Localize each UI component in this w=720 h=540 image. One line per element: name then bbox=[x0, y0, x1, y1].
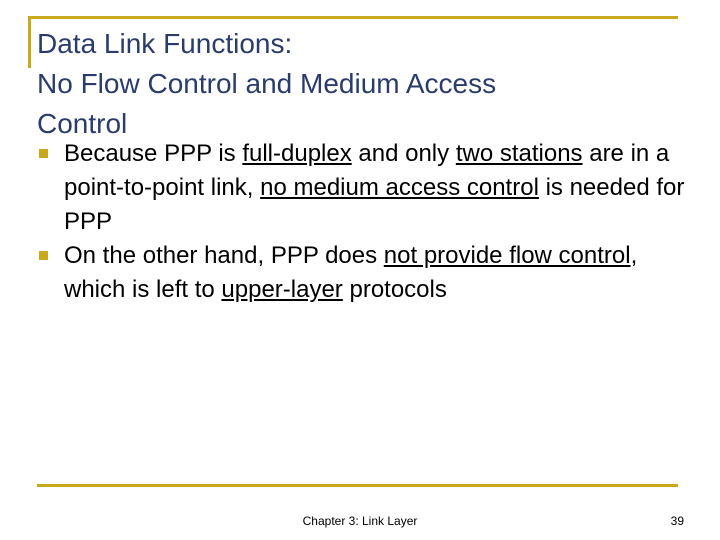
bullet-1-underlined-3: no medium access control bbox=[260, 174, 539, 201]
bullet-1-text-3: are in a point-to-point link, bbox=[64, 140, 670, 201]
bullet-2-text-3: protocols bbox=[342, 276, 447, 303]
bullet-2-underlined-2: upper-layer bbox=[221, 276, 343, 303]
bullet-1-text-2: and only bbox=[351, 140, 456, 167]
title-line-3: Control bbox=[37, 108, 128, 139]
bullet-2-text-1: On the other hand, PPP does bbox=[64, 242, 384, 269]
bottom-rule bbox=[37, 484, 678, 487]
bullet-1-text-1: Because PPP is bbox=[64, 140, 243, 167]
bullet-list bbox=[37, 137, 687, 307]
bullet-2-underlined-1: not provide flow control bbox=[383, 242, 631, 269]
bullet-2-text-2: , which is left to bbox=[64, 242, 638, 303]
footer-chapter: Chapter 3: Link Layer bbox=[302, 514, 418, 528]
bullet-item-2 bbox=[37, 239, 687, 307]
left-rule bbox=[28, 16, 31, 68]
bullet-1-underlined-1: full-duplex bbox=[242, 140, 352, 167]
square-bullet-icon bbox=[39, 149, 48, 158]
page-number: 39 bbox=[670, 514, 684, 528]
title-line-1: Data Link Functions: bbox=[37, 28, 293, 59]
bullet-item-1 bbox=[37, 137, 687, 239]
bullet-1-underlined-2: two stations bbox=[455, 140, 583, 167]
title-line-2: No Flow Control and Medium Access bbox=[37, 68, 497, 99]
slide-title bbox=[37, 24, 677, 144]
top-rule bbox=[28, 16, 678, 19]
square-bullet-icon bbox=[39, 251, 48, 260]
bullet-1-text-4: is needed for PPP bbox=[64, 174, 685, 235]
